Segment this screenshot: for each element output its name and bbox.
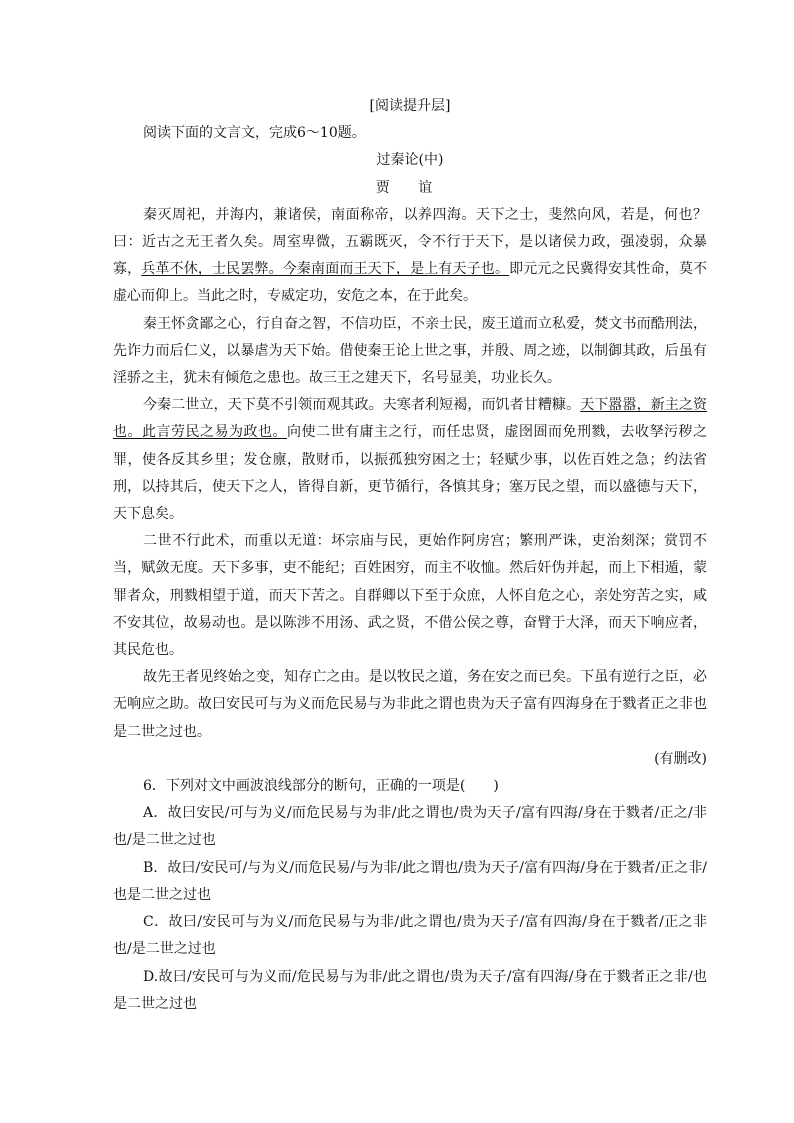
paragraph-5-text: 故先王者见终始之变，知存亡之由。是以牧民之道，务在安之而已矣。下虽有逆行之臣，必无响应之助。故曰安民可与为义而危民易与为非此之谓也贵为天子富有四海身在于戮者正之非也是二世之过也。 bbox=[113, 669, 707, 740]
paragraph-3-underlined: 天下嚣嚣，新主之资也。此言劳民之易为政也。 bbox=[113, 397, 708, 441]
document-page bbox=[113, 93, 707, 1018]
paragraph-1 bbox=[113, 202, 707, 311]
paragraph-2-text: 秦王怀贪鄙之心，行自奋之智，不信功臣，不亲士民，废王道而立私爱，焚文书而酷刑法，先诈力而后仁义，以暴虐为天下始。借使秦王论上世之事，并殷、周之迹，以制御其政，后虽有淫骄之主，犹未有倾危之患也。故三王之建天下，名号显美，功业长久。 bbox=[113, 315, 707, 387]
passage-author: 贾 谊 bbox=[375, 179, 445, 196]
question-stem: 6．下列对文中画波浪线部分的断句，正确的一项是( ) bbox=[143, 778, 499, 795]
passage-title: 过秦论(中) bbox=[376, 152, 444, 169]
option-a: A．故曰安民/可与为义/而危民易与为非/此之谓也/贵为天子/富有四海/身在于戮者/正之/非也/是二世之过也 bbox=[113, 805, 707, 849]
paragraph-1-text: 秦灭周祀，并海内，兼诸侯，南面称帝，以养四海。天下之士，斐然向风，若是，何也？曰：近古之无王者久矣。周室卑微，五霸既灭，令不行于天下，是以诸侯力政，强凌弱，众暴寡， bbox=[113, 206, 707, 278]
paragraph-5 bbox=[113, 664, 707, 746]
paragraph-3-text: 今秦二世立，天下莫不引领而观其政。夫寒者利短褐，而饥者甘糟糠。 bbox=[143, 397, 581, 414]
option-c: C．故曰/安民可与为义/而危民易与为非/此之谓也/贵为天子/富有四海/身在于戮者/正之非也/是二世之过也 bbox=[113, 914, 707, 958]
section-label: [阅读提升层] bbox=[369, 98, 451, 114]
option-b: B．故曰/安民可/与为义/而危民易/与为非/此之谓也/贵为天子/富有四海/身在于戮者/正之非/也是二世之过也 bbox=[113, 859, 707, 903]
paragraph-1-text-end: 即元元之民冀得安其性命，莫不虚心而仰上。当此之时，专威定功，安危之本，在于此矣。 bbox=[113, 261, 708, 305]
option-d: D.故曰/安民可与为义而/危民易与为非/此之谓也/贵为天子/富有四海/身在于戮者正之非/也是二世之过也 bbox=[113, 968, 707, 1012]
instruction-text: 阅读下面的文言文，完成6～10题。 bbox=[143, 125, 366, 142]
paragraph-1-underlined: 兵革不休，士民罢弊。今秦南面而王天下，是上有天子也。 bbox=[141, 261, 510, 278]
paragraph-4 bbox=[113, 528, 707, 664]
paragraph-2 bbox=[113, 311, 707, 393]
paragraph-3-text-end: 向使二世有庸主之行，而任忠贤，虚囹圄而免刑戮，去收孥污秽之罪，使各反其乡里；发仓廪，散财币，以振孤独穷困之士；轻赋少事，以佐百姓之急；约法省刑，以持其后，使天下之人，皆得自新，更节循行，各慎其身；塞万民之望，而以盛德与天下，天下息矣。 bbox=[113, 424, 707, 523]
paragraph-4-text: 二世不行此术，而重以无道：坏宗庙与民，更始作阿房宫；繁刑严诛，吏治刻深；赏罚不当，赋敛无度。天下多事，吏不能纪；百姓困穷，而主不收恤。然后奸伪并起，而上下相遁，蒙罪者众，刑戮相望于道，而天下苦之。自群卿以下至于众庶，人怀自危之心，亲处穷苦之实，咸不安其位，故易动也。是以陈涉不用汤、武之贤，不借公侯之尊，奋臂于大泽，而天下响应者，其民危也。 bbox=[113, 533, 707, 659]
source-note: (有删改) bbox=[654, 750, 707, 767]
paragraph-3 bbox=[113, 392, 707, 528]
